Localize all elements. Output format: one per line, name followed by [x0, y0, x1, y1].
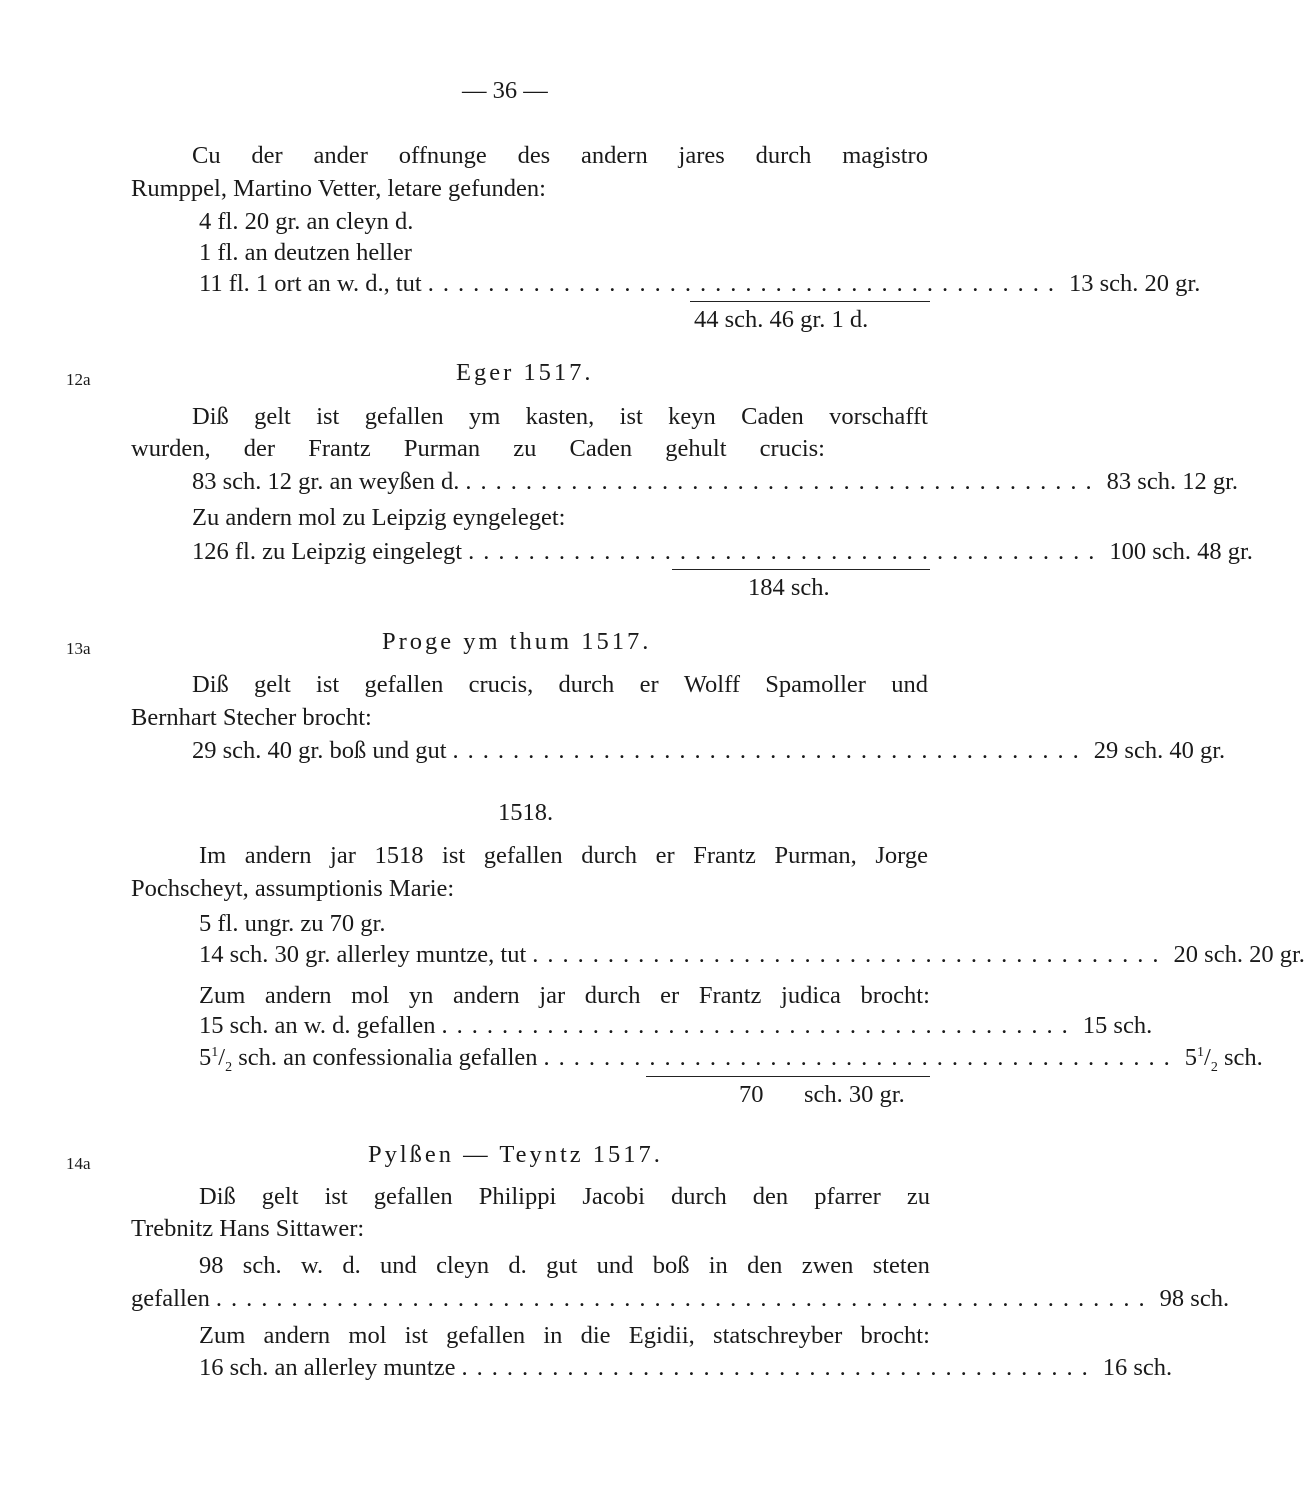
dot-leader: ..........................................: [465, 468, 1101, 495]
text-line: 98 sch. w. d. und cleyn d. gut und boß in den zwen steten: [199, 1252, 930, 1279]
dot-leader: ..........................................: [427, 270, 1063, 297]
entry-text: 16 sch. an allerley muntze: [199, 1354, 456, 1381]
entry-text: 15 sch. an w. d. gefallen: [199, 1012, 436, 1039]
entry-text: 14 sch. 30 gr. allerley muntze, tut: [199, 941, 527, 968]
text-line: Bernhart Stecher brocht:: [131, 704, 372, 731]
entry-line: [131, 1284, 1230, 1314]
entry-amount: 16 sch.: [1102, 1354, 1173, 1381]
section-heading: Proge ym thum 1517.: [382, 628, 652, 655]
sum-total: 184 sch.: [748, 574, 830, 601]
entry-amount: 13 sch. 20 gr.: [1069, 270, 1201, 297]
sum-total-amount: 70: [739, 1081, 764, 1108]
text-line: Zum andern mol ist gefallen in die Egidii, statschreyber brocht:: [199, 1322, 930, 1349]
dot-leader: ..........................................: [461, 1354, 1097, 1381]
entry-amount: 98 sch.: [1159, 1285, 1230, 1312]
entry-line: [199, 1011, 1153, 1041]
text-line: wurden, der Frantz Purman zu Caden gehult crucis:: [131, 435, 825, 462]
text-line: Diß gelt ist gefallen Philippi Jacobi durch den pfarrer zu: [199, 1183, 930, 1210]
entry-text: 29 sch. 40 gr. boß und gut: [192, 737, 447, 764]
sum-total: 44 sch. 46 gr. 1 d.: [694, 306, 869, 333]
section-heading: Eger 1517.: [456, 359, 594, 386]
margin-number: 13a: [66, 639, 91, 658]
intro-line-2: Rumppel, Martino Vetter, letare gefunden:: [131, 175, 546, 202]
sum-rule: [672, 569, 930, 570]
intro-line-1: Cu der ander offnunge des andern jares durch magistro: [192, 142, 928, 169]
dot-leader: ..........................................: [532, 941, 1168, 968]
entry-line: [192, 467, 1239, 497]
entry-text: $5^1/_2$ sch. an confessionalia gefallen: [199, 1044, 538, 1075]
text-line: Im andern jar 1518 ist gefallen durch er Frantz Purman, Jorge: [199, 842, 928, 869]
entry-text: 83 sch. 12 gr. an weyßen d.: [192, 468, 460, 495]
entry-line: 5 fl. ungr. zu 70 gr.: [199, 910, 386, 937]
entry-text: 126 fl. zu Leipzig eingelegt: [192, 538, 463, 565]
dot-leader: ..............................................................: [215, 1285, 1154, 1312]
entry-ort: [199, 269, 1201, 299]
entry-line: [199, 940, 1305, 970]
dot-leader: ..........................................: [543, 1044, 1179, 1071]
entry-heller: 1 fl. an deutzen heller: [199, 239, 412, 266]
entry-line: [199, 1353, 1173, 1383]
text-line: Pochscheyt, assumptionis Marie:: [131, 875, 455, 902]
text-line: Trebnitz Hans Sittawer:: [131, 1215, 365, 1242]
entry-line: [199, 1043, 1263, 1075]
section-heading: Pylßen — Teyntz 1517.: [368, 1141, 663, 1168]
entry-amount: 20 sch. 20 gr.: [1173, 941, 1305, 968]
text-line: Zu andern mol zu Leipzig eyngeleget:: [192, 504, 566, 531]
entry-line: [192, 537, 1253, 567]
sum-total-unit: sch. 30 gr.: [804, 1081, 905, 1108]
entry-amount: 29 sch. 40 gr.: [1093, 737, 1226, 764]
entry-line: [192, 736, 1226, 766]
entry-amount: $5^1/_2$ sch.: [1184, 1044, 1263, 1075]
text-line: Diß gelt ist gefallen ym kasten, ist keyn Caden vorschafft: [192, 403, 928, 430]
entry-cleyn: 4 fl. 20 gr. an cleyn d.: [199, 208, 414, 235]
dot-leader: ..........................................: [468, 538, 1104, 565]
text-line: Zum andern mol yn andern jar durch er Frantz judica brocht:: [199, 982, 930, 1009]
sum-rule: [690, 301, 930, 302]
entry-amount: 100 sch. 48 gr.: [1109, 538, 1253, 565]
page-number: — 36 —: [462, 77, 548, 104]
section-heading: 1518.: [498, 799, 554, 826]
entry-text: gefallen: [131, 1285, 210, 1312]
entry-amount: 15 sch.: [1082, 1012, 1153, 1039]
entry-amount: 83 sch. 12 gr.: [1106, 468, 1239, 495]
margin-number: 14a: [66, 1154, 91, 1173]
sum-rule: [646, 1076, 930, 1077]
dot-leader: ..........................................: [441, 1012, 1077, 1039]
text-line: Diß gelt ist gefallen crucis, durch er Wolff Spamoller und: [192, 671, 928, 698]
margin-number: 12a: [66, 370, 91, 389]
entry-text: 11 fl. 1 ort an w. d., tut: [199, 270, 422, 297]
dot-leader: ..........................................: [452, 737, 1088, 764]
